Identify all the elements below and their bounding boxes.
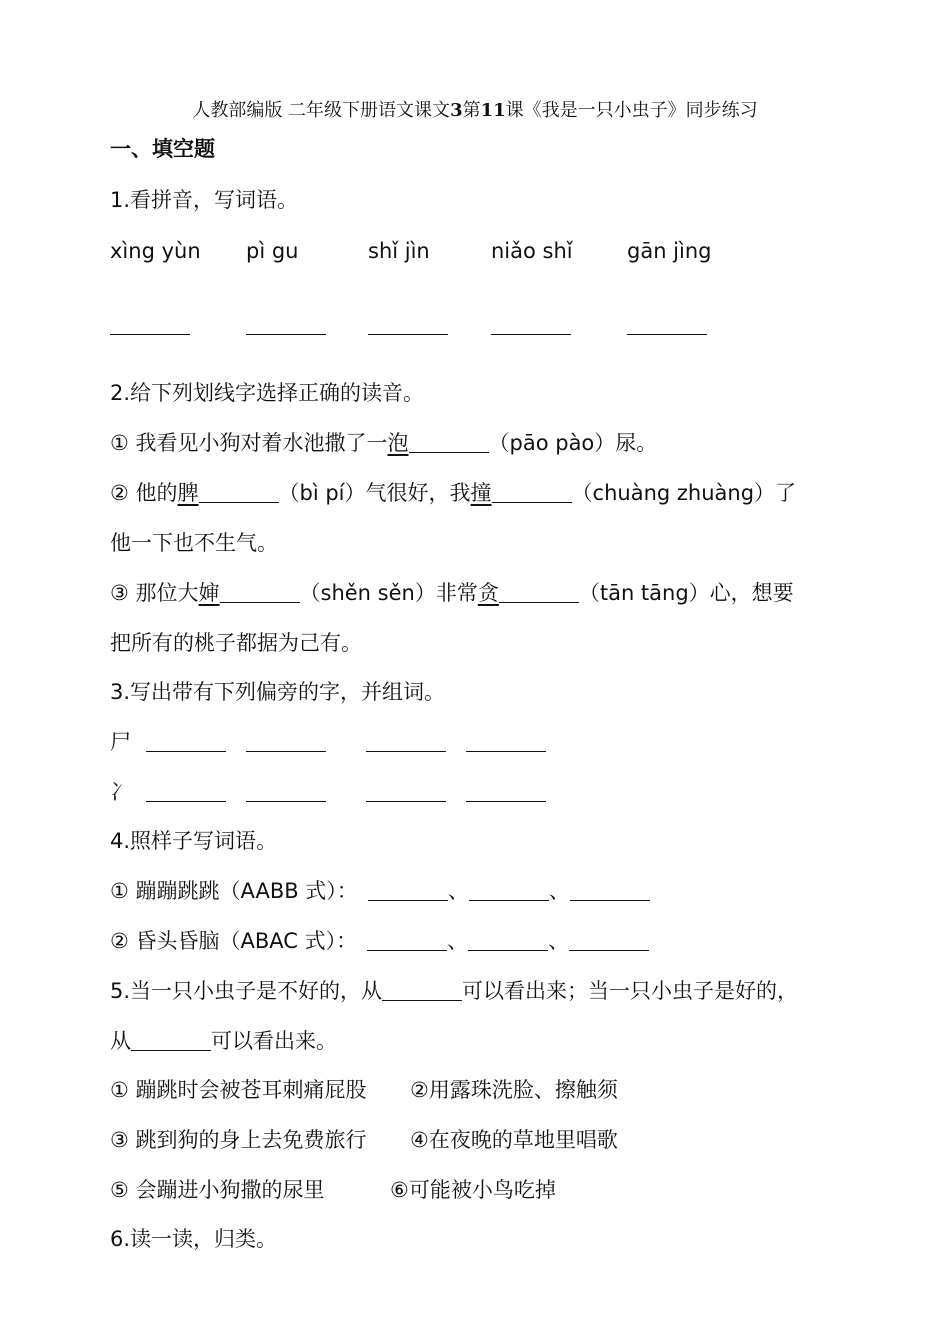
question-5-line-1: 5.当一只小虫子是不好的，从 可以看出来；当一只小虫子是好的， [110,979,799,1003]
pinyin-1: xìng yùn [110,239,201,263]
answer-blank[interactable] [466,751,546,752]
underlined-char: 泡 [387,431,409,455]
question-4-stem: 4.照样子写词语。 [110,829,278,853]
underlined-char: 贪 [477,581,499,605]
title-suffix: 课《我是一只小虫子》同步练习 [505,100,758,121]
answer-blank[interactable] [131,1030,211,1051]
answer-blank[interactable] [570,880,650,901]
answer-blank[interactable] [220,582,300,603]
title-unit: 3 [450,100,463,121]
answer-blank[interactable] [569,930,649,951]
underlined-char: 撞 [470,481,492,505]
radical: 冫 [110,780,131,804]
answer-blank[interactable] [199,482,279,503]
answer-blank[interactable] [146,801,226,802]
option-5: ⑤ 会蹦进小狗撒的尿里 [110,1178,325,1202]
answer-blank[interactable] [246,801,326,802]
question-2-item-3-cont: 把所有的桃子都据为己有。 [110,631,362,655]
question-1-stem: 1.看拼音，写词语。 [110,188,299,212]
answer-blank[interactable] [366,801,446,802]
question-2-item-3: ③ 那位大婶 （shěn sěn）非常贪 （tān tāng）心，想要 [110,581,794,605]
answer-blank[interactable] [466,801,546,802]
question-4-item-2: ② 昏头昏脑（ABAC 式）： 、 、 [110,926,649,956]
answer-blank-2[interactable] [246,334,326,335]
underlined-char: 脾 [177,481,199,505]
answer-blank-3[interactable] [368,334,448,335]
answer-blank[interactable] [366,751,446,752]
answer-blank[interactable] [368,880,448,901]
pinyin-3: shǐ jìn [368,239,430,263]
option-2: ②用露珠洗脸、擦触须 [410,1078,618,1102]
answer-blank[interactable] [146,751,226,752]
option-4: ④在夜晚的草地里唱歌 [410,1128,618,1152]
question-6-stem: 6.读一读，归类。 [110,1227,278,1251]
answer-blank[interactable] [382,980,462,1001]
radical-row-2 [110,777,131,807]
answer-blank[interactable] [246,751,326,752]
radical-row-1 [110,727,131,757]
question-5-line-2: 从 可以看出来。 [110,1029,337,1053]
option-6: ⑥可能被小鸟吃掉 [390,1178,556,1202]
title-mid: 第 [462,100,481,121]
title-prefix: 人教部编版 二年级下册语文课文 [192,100,451,121]
answer-blank[interactable] [492,482,572,503]
worksheet-title [0,96,950,126]
pinyin-4: niǎo shǐ [491,239,573,263]
answer-blank-1[interactable] [110,334,190,335]
pinyin-5: gān jìng [627,239,712,263]
question-2-item-1: ① 我看见小狗对着水池撒了一泡 （pāo pào）尿。 [110,431,658,455]
question-3-stem: 3.写出带有下列偏旁的字，并组词。 [110,680,446,704]
option-3: ③ 跳到狗的身上去免费旅行 [110,1128,367,1152]
answer-blank[interactable] [499,582,579,603]
section-heading: 一、填空题 [110,137,215,161]
underlined-char: 婶 [198,581,220,605]
question-4-item-1: ① 蹦蹦跳跳（AABB 式）： 、 、 [110,876,650,906]
answer-blank-5[interactable] [627,334,707,335]
answer-blank[interactable] [468,930,548,951]
question-2-item-2: ② 他的脾 （bì pí）气很好，我撞 （chuàng zhuàng）了 [110,481,797,505]
option-1: ① 蹦跳时会被苍耳刺痛屁股 [110,1078,367,1102]
pinyin-2: pì gu [246,239,299,263]
radical: 尸 [110,730,131,754]
answer-blank[interactable] [367,930,447,951]
title-lesson: 11 [480,100,506,121]
answer-blank-4[interactable] [491,334,571,335]
answer-blank[interactable] [469,880,549,901]
question-2-stem: 2.给下列划线字选择正确的读音。 [110,381,425,405]
answer-blank[interactable] [409,432,489,453]
question-2-item-2-cont: 他一下也不生气。 [110,531,278,555]
